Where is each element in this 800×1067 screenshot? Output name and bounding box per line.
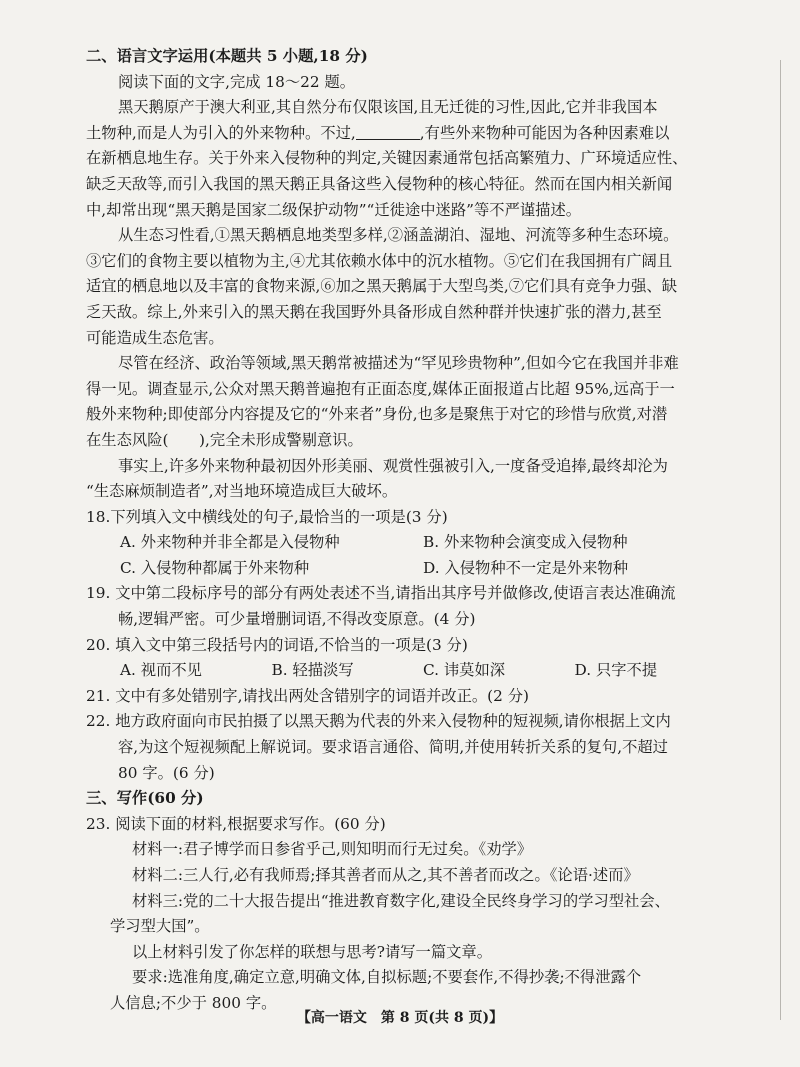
- text-segment: ,有些外来物种可能因为各种因素难以: [419, 123, 670, 142]
- text-line: 可能造成生态危害。: [86, 328, 224, 347]
- text-line: 在生态风险( ),完全未形成警剔意识。: [86, 430, 363, 449]
- paragraph-3: [86, 351, 726, 453]
- exam-page: [86, 44, 726, 1017]
- question-21: 21. 文中有多处错别字,请找出两处含错别字的词语并改正。(2 分): [86, 686, 530, 705]
- text-line: 中,却常出现“黑天鹅是国家二级保护动物”“迁徙途中迷路”等不严谨描述。: [86, 200, 582, 219]
- question-22-continued: 80 字。(6 分): [118, 763, 215, 782]
- option-d: D. 入侵物种不一定是外来物种: [423, 558, 629, 577]
- text-line: 得一见。调查显示,公众对黑天鹅普遍抱有正面态度,媒体正面报道占比超 95%,远高于一: [86, 379, 675, 398]
- question-19: 19. 文中第二段标序号的部分有两处表述不当,请指出其序号并做修改,使语言表达准确流: [86, 584, 676, 603]
- question-18: 18.下列填入文中横线处的句子,最恰当的一项是(3 分): [86, 507, 448, 526]
- fill-in-blank: [356, 123, 420, 140]
- text-line: 黑天鹅原产于澳大利亚,其自然分布仅限该国,且无迁徙的习性,因此,它并非我国本: [118, 98, 658, 117]
- text-line: ③它们的食物主要以植物为主,④尤其依赖水体中的沉水植物。⑤它们在我国拥有广阔且: [86, 251, 673, 270]
- question-20: 20. 填入文中第三段括号内的词语,不恰当的一项是(3 分): [86, 635, 468, 654]
- option-a: A. 视而不见: [120, 661, 202, 680]
- option-a: A. 外来物种并非全都是入侵物种: [120, 533, 340, 552]
- material-1: 材料一:君子博学而日参省乎己,则知明而行无过矣。《劝学》: [132, 840, 533, 859]
- material-2: 材料二:三人行,必有我师焉;择其善者而从之,其不善者而改之。《论语·述而》: [132, 866, 639, 884]
- text-line: 尽管在经济、政治等领域,黑天鹅常被描述为“罕见珍贵物种”,但如今它在我国并非难: [118, 354, 679, 373]
- text-line: [86, 121, 726, 147]
- paragraph-1: [86, 95, 726, 223]
- option-b: B. 轻描淡写: [271, 661, 354, 680]
- text-line: 缺乏天敌等,而引入我国的黑天鹅正具备这些入侵物种的核心特征。然而在国内相关新闻: [86, 174, 673, 193]
- option-b: B. 外来物种会演变成入侵物种: [423, 533, 628, 552]
- paragraph-2: [86, 223, 726, 351]
- option-c: C. 讳莫如深: [423, 661, 506, 680]
- page-footer: 【高一语文 第 8 页(共 8 页)】: [296, 1010, 504, 1026]
- text-line: 从生态习性看,①黑天鹅栖息地类型多样,②涵盖湖泊、湿地、河流等多种生态环境。: [118, 226, 679, 245]
- question-19-continued: 畅,逻辑严密。可少量增删词语,不得改变原意。(4 分): [118, 610, 476, 629]
- text-line: 在新栖息地生存。关于外来入侵物种的判定,关键因素通常包括高繁殖力、广环境适应性、: [86, 149, 688, 168]
- question-23: 23. 阅读下面的材料,根据要求写作。(60 分): [86, 814, 386, 833]
- writing-requirement-continued: 人信息;不少于 800 字。: [110, 993, 277, 1012]
- question-22-continued: 容,为这个短视频配上解说词。要求语言通俗、简明,并使用转折关系的复句,不超过: [118, 738, 668, 757]
- writing-requirement: 要求:选准角度,确定立意,明确文体,自拟标题;不要套作,不得抄袭;不得泄露个: [132, 968, 642, 987]
- text-segment: 土物种,而是人为引入的外来物种。不过,: [86, 123, 356, 142]
- question-22: 22. 地方政府面向市民拍摄了以黑天鹅为代表的外来入侵物种的短视频,请你根据上文内: [86, 712, 671, 731]
- question-18-options-row: [86, 530, 726, 556]
- page-edge-line: [780, 60, 781, 1020]
- text-line: 乏天敌。综上,外来引入的黑天鹅在我国野外具备形成自然种群并快速扩张的潜力,甚至: [86, 302, 662, 321]
- section-3-title: 三、写作(60 分): [86, 789, 204, 808]
- writing-prompt: 以上材料引发了你怎样的联想与思考?请写一篇文章。: [132, 942, 493, 961]
- reading-intro: 阅读下面的文字,完成 18～22 题。: [118, 72, 356, 91]
- question-18-options-row: [86, 556, 726, 582]
- section-2-title: 二、语言文字运用(本题共 5 小题,18 分): [86, 47, 368, 65]
- text-line: 事实上,许多外来物种最初因外形美丽、观赏性强被引入,一度备受追捧,最终却沦为: [118, 456, 668, 475]
- material-3-continued: 学习型大国”。: [110, 917, 210, 936]
- paragraph-4: [86, 454, 726, 505]
- text-line: 般外来物种;即使部分内容提及它的“外来者”身份,也多是聚焦于对它的珍惜与欣赏,对潜: [86, 405, 668, 424]
- option-c: C. 入侵物种都属于外来物种: [120, 558, 310, 577]
- option-d: D. 只字不提: [574, 661, 658, 680]
- material-3: 材料三:党的二十大报告提出“推进教育数字化,建设全民终身学习的学习型社会、: [132, 891, 670, 910]
- text-line: 适宜的栖息地以及丰富的食物来源,⑥加之黑天鹅属于大型鸟类,⑦它们具有竞争力强、缺: [86, 277, 678, 296]
- text-line: “生态麻烦制造者”,对当地环境造成巨大破坏。: [86, 482, 398, 501]
- question-20-options-row: [86, 658, 726, 684]
